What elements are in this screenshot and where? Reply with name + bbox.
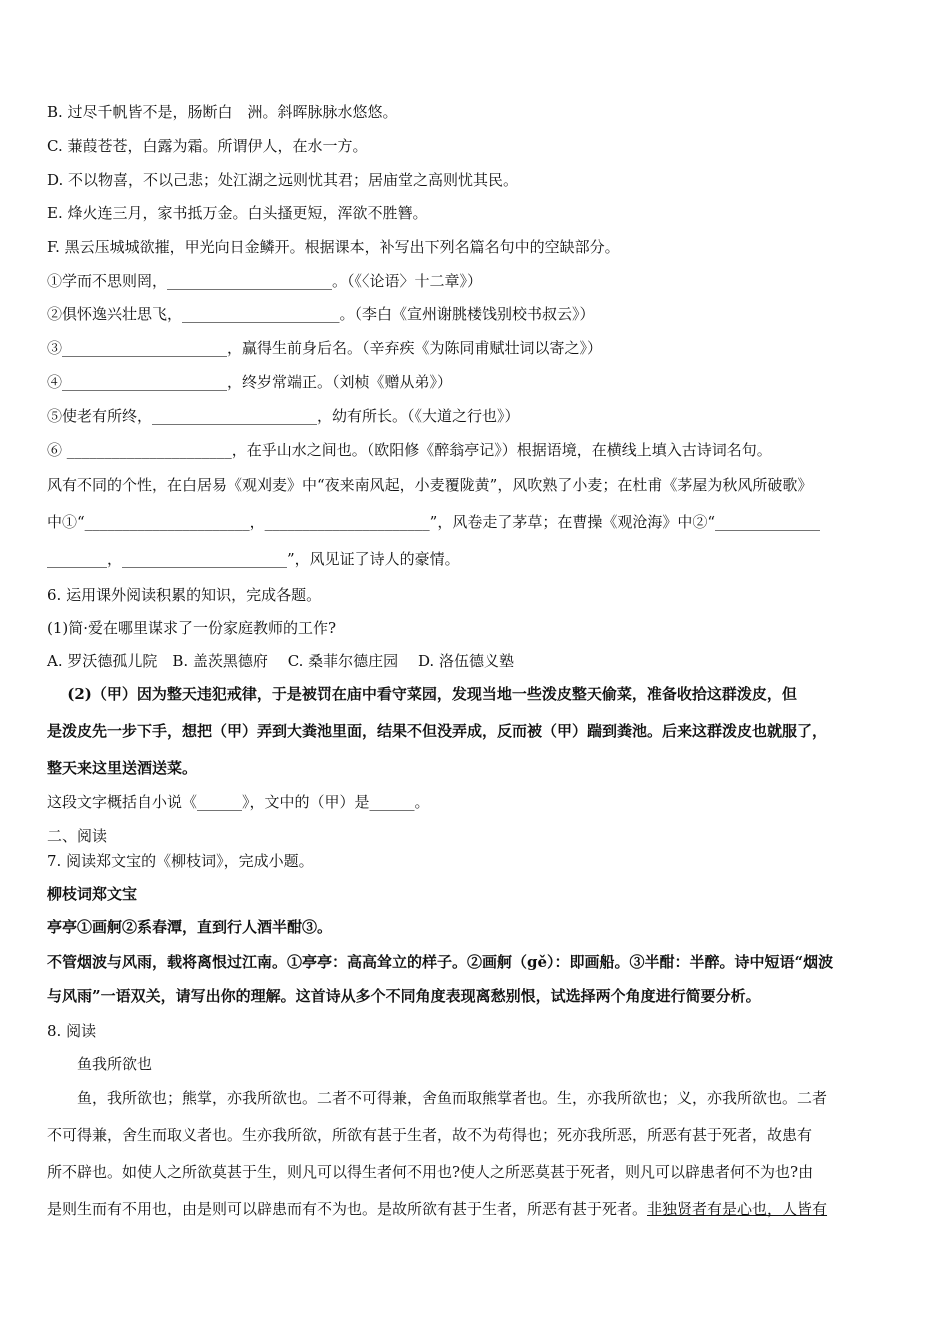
passage-line: 不可得兼，舍生而取义者也。生亦我所欲，所欲有甚于生者，故不为苟得也；死亦我所恶，所恶有甚于死者，故患有 [47,1126,813,1144]
poem-line-2-and-notes: 不管烟波与风雨，载将离恨过江南。①亭亭：高高耸立的样子。②画舸（gě）：即画船。③半酣：半醉。诗中短语“烟波 [47,953,834,971]
poem-title: 柳枝词郑文宝 [47,885,138,903]
fill-item-3: ③______________________，赢得生前身后名。（辛弃疾《为陈同甫赋壮词以寄之》） [47,339,603,357]
question-6-title: 6. 运用课外阅读积累的知识，完成各题。 [47,586,322,604]
option-b: B. 过尽千帆皆不是，肠断白 洲。斜晖脉脉水悠悠。 [47,103,398,121]
passage-text: 是则生而有不用也，由是则可以辟患而有不为也。是故所欲有甚于生者，所恶有甚于死者。 [47,1200,648,1218]
question-6-2-prompt: 这段文字概括自小说《______》，文中的（甲）是______。 [47,793,430,811]
passage-title: 鱼我所欲也 [47,1055,153,1073]
section-heading-reading: 二、阅读 [47,827,108,845]
option-c: C. 蒹葭苍苍，白露为霜。所谓伊人，在水一方。 [47,137,368,155]
question-6-2-line: 是泼皮先一步下手，想把（甲）弄到大粪池里面，结果不但没弄成，反而被（甲）踹到粪池。后来这群泼皮也就服了， [47,722,828,740]
fill-item-2: ②俱怀逸兴壮思飞，_____________________。（李白《宣州谢朓楼饯别校书叔云》） [47,305,595,323]
question-6-1: (1)简·爱在哪里谋求了一份家庭教师的工作? [47,619,337,637]
question-6-2-line: (2)（甲）因为整天违犯戒律，于是被罚在庙中看守菜园，发现当地一些泼皮整天偷菜，准备收拾这群泼皮，但 [47,685,797,703]
poem-line-1: 亭亭①画舸②系春潭，直到行人酒半酣③。 [47,918,333,936]
option-f: F. 黑云压城城欲摧，甲光向日金鳞开。根据课本，补写出下列名篇名句中的空缺部分。 [47,238,620,256]
question-6-2-line: 整天来这里送酒送菜。 [47,759,198,777]
wind-paragraph-line: 中①“______________________，______________________”，风卷走了茅草；在曹操《观沧海》中②“______________ [47,513,821,531]
question-6-1-options: A. 罗沃德孤儿院 B. 盖茨黑德府 C. 桑菲尔德庄园 D. 洛伍德义塾 [47,652,514,670]
passage-line: 所不辟也。如使人之所欲莫甚于生，则凡可以得生者何不用也?使人之所恶莫甚于死者，则凡可以辟患者何不为也?由 [47,1163,814,1181]
wind-paragraph-line: 风有不同的个性，在白居易《观刈麦》中“夜来南风起，小麦覆陇黄”，风吹熟了小麦；在杜甫《茅屋为秋风所破歌》 [47,476,813,494]
fill-item-5: ⑤使老有所终，______________________，幼有所长。（《大道之行也》） [47,407,520,425]
fill-item-1: ①学而不思则罔，______________________。（《〈论语〉十二章》） [47,272,483,290]
option-d: D. 不以物喜，不以己悲；处江湖之远则忧其君；居庙堂之高则忧其民。 [47,171,519,189]
fill-item-4: ④______________________，终岁常端正。（刘桢《赠从弟》） [47,373,453,391]
question-8-title: 8. 阅读 [47,1022,97,1040]
fill-item-6: ⑥ ______________________，在乎山水之间也。（欧阳修《醉翁亭记》）根据语境，在横线上填入古诗词名句。 [47,441,772,459]
underlined-passage-text: 非独贤者有是心也，人皆有 [647,1200,828,1218]
wind-paragraph-line: ________，______________________”，风见证了诗人的豪情。 [47,550,460,568]
passage-line [47,1199,827,1219]
question-7-title: 7. 阅读郑文宝的《柳枝词》，完成小题。 [47,852,314,870]
question-7-prompt: 与风雨”一语双关，请写出你的理解。这首诗从多个不同角度表现离愁别恨，试选择两个角度进行简要分析。 [47,987,761,1005]
passage-line: 鱼，我所欲也；熊掌，亦我所欲也。二者不可得兼，舍鱼而取熊掌者也。生，亦我所欲也；义，亦我所欲也。二者 [47,1089,828,1107]
option-e: E. 烽火连三月，家书抵万金。白头搔更短，浑欲不胜簪。 [47,204,428,222]
